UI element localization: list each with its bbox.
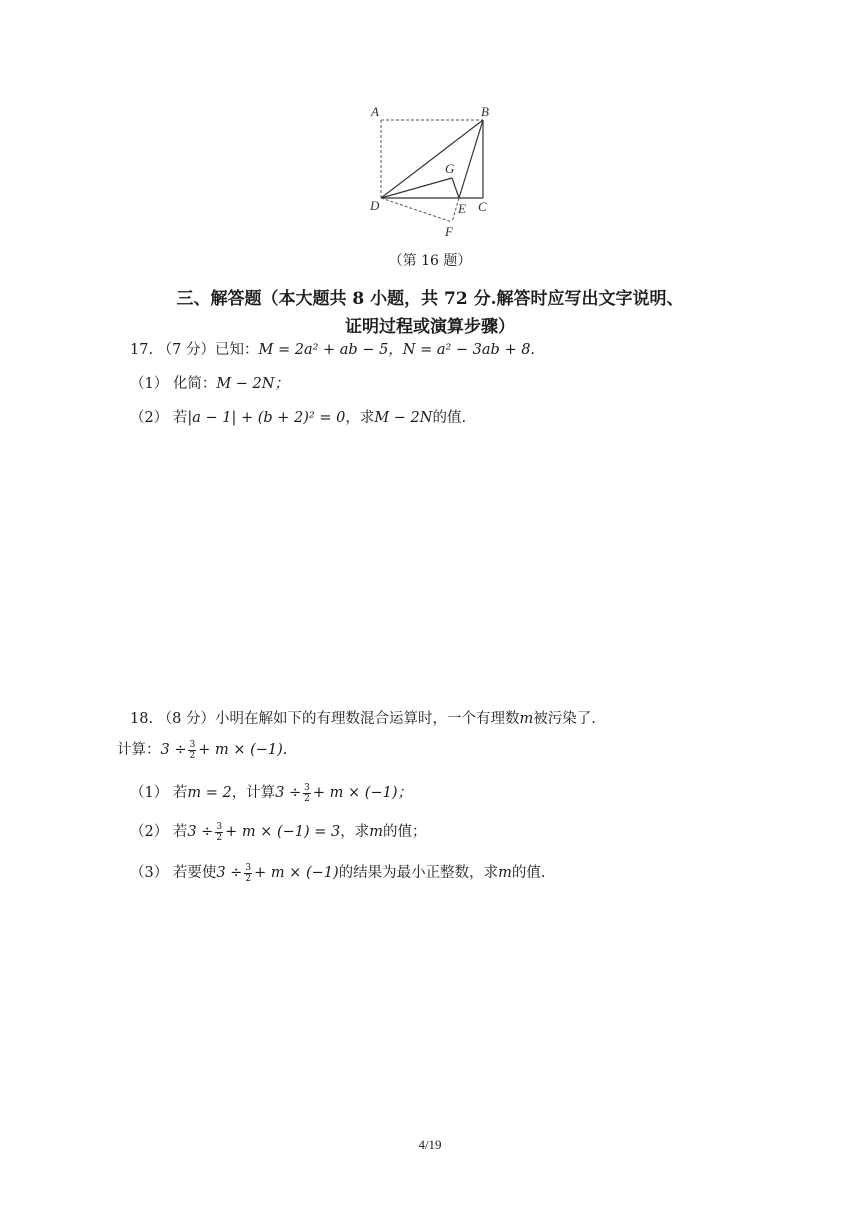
segment-EB [459,120,483,198]
label-G: G [445,161,455,176]
q18-part2-mid: ，求 [340,824,370,840]
q18-part1-expr-left: 3 ÷ [275,785,302,801]
q17-part2 [130,406,466,427]
q18-stem [130,707,596,728]
page-number: 4/19 [418,1137,442,1152]
segment-DF [381,198,452,222]
q17-stem-prefix: 17. （7 分）已知： [130,342,259,358]
q17-part1-math: M − 2N； [216,376,289,392]
q18-part2-prefix: （2） 若 [130,824,188,840]
section-heading-line2: 证明过程或演算步骤） [345,317,515,337]
fraction-3-over-2: $\frac{3}{2}$ [304,782,310,804]
q18-part1-prefix: （1） 若 [130,785,188,801]
q18-calc [117,738,287,761]
geometry-figure [360,100,500,242]
q18-part2-m: m [369,824,383,840]
q18-stem-suffix: 被污染了. [533,711,596,727]
q18-part1-mid: ，计算 [231,785,276,801]
label-B: B [481,104,489,119]
q18-part2-expr-left: 3 ÷ [187,824,214,840]
q17-part1 [130,372,289,393]
label-F: F [445,224,453,239]
segment-DB [381,120,483,198]
fraction-3-over-2: $\frac{3}{2}$ [189,739,196,761]
section-heading-line1: 三、解答题（本大题共 8 小题，共 72 分.解答时应写出文字说明、 [176,289,684,309]
label-A: A [371,104,379,119]
fraction-3-over-2: $\frac{3}{2}$ [245,862,252,884]
q17-part2-condition: |a − 1| + (b + 2)² = 0 [187,410,346,426]
q18-calc-label: 计算： [117,742,161,758]
q17-stem [130,338,535,359]
q18-part3 [130,861,546,884]
segment-GE [452,178,459,198]
q17-part2-prefix: （2） 若 [130,410,188,426]
q18-stem-prefix: 18. （8 分）小明在解如下的有理数混合运算时，一个有理数 [130,711,520,727]
q17-part2-math2: M − 2N [374,410,433,426]
q18-part3-mid: 的结果为最小正整数，求 [338,865,499,881]
q18-part3-suffix: 的值. [511,865,546,881]
q17-part1-prefix: （1） 化简： [130,376,217,392]
segment-DG [381,178,452,198]
q18-part3-expr-right: + m × (−1) [254,865,339,881]
q18-part1 [130,781,412,804]
q18-part3-m: m [498,865,512,881]
q18-calc-left: 3 ÷ [160,742,187,758]
q18-stem-m: m [519,711,534,727]
q17-part2-suffix: 的值. [432,410,467,426]
q18-part3-prefix: （3） 若要使 [130,865,217,881]
q18-part2-expr-right: + m × (−1) = 3 [225,824,341,840]
q18-part1-cond: m = 2 [187,785,232,801]
label-E: E [458,201,466,216]
q18-calc-right: + m × (−1). [198,742,288,758]
label-C: C [478,199,487,214]
label-D: D [370,198,380,213]
figure-caption: （第 16 题） [388,253,472,269]
fraction-3-over-2: $\frac{3}{2}$ [216,821,223,843]
q18-part1-expr-right: + m × (−1)； [312,785,412,801]
q18-part3-expr-left: 3 ÷ [216,865,243,881]
q17-part2-mid: ，求 [345,410,375,426]
q18-part2 [130,820,426,843]
q18-part2-suffix: 的值； [382,824,427,840]
q17-stem-math: M = 2a² + ab − 5，N = a² − 3ab + 8. [258,342,536,358]
